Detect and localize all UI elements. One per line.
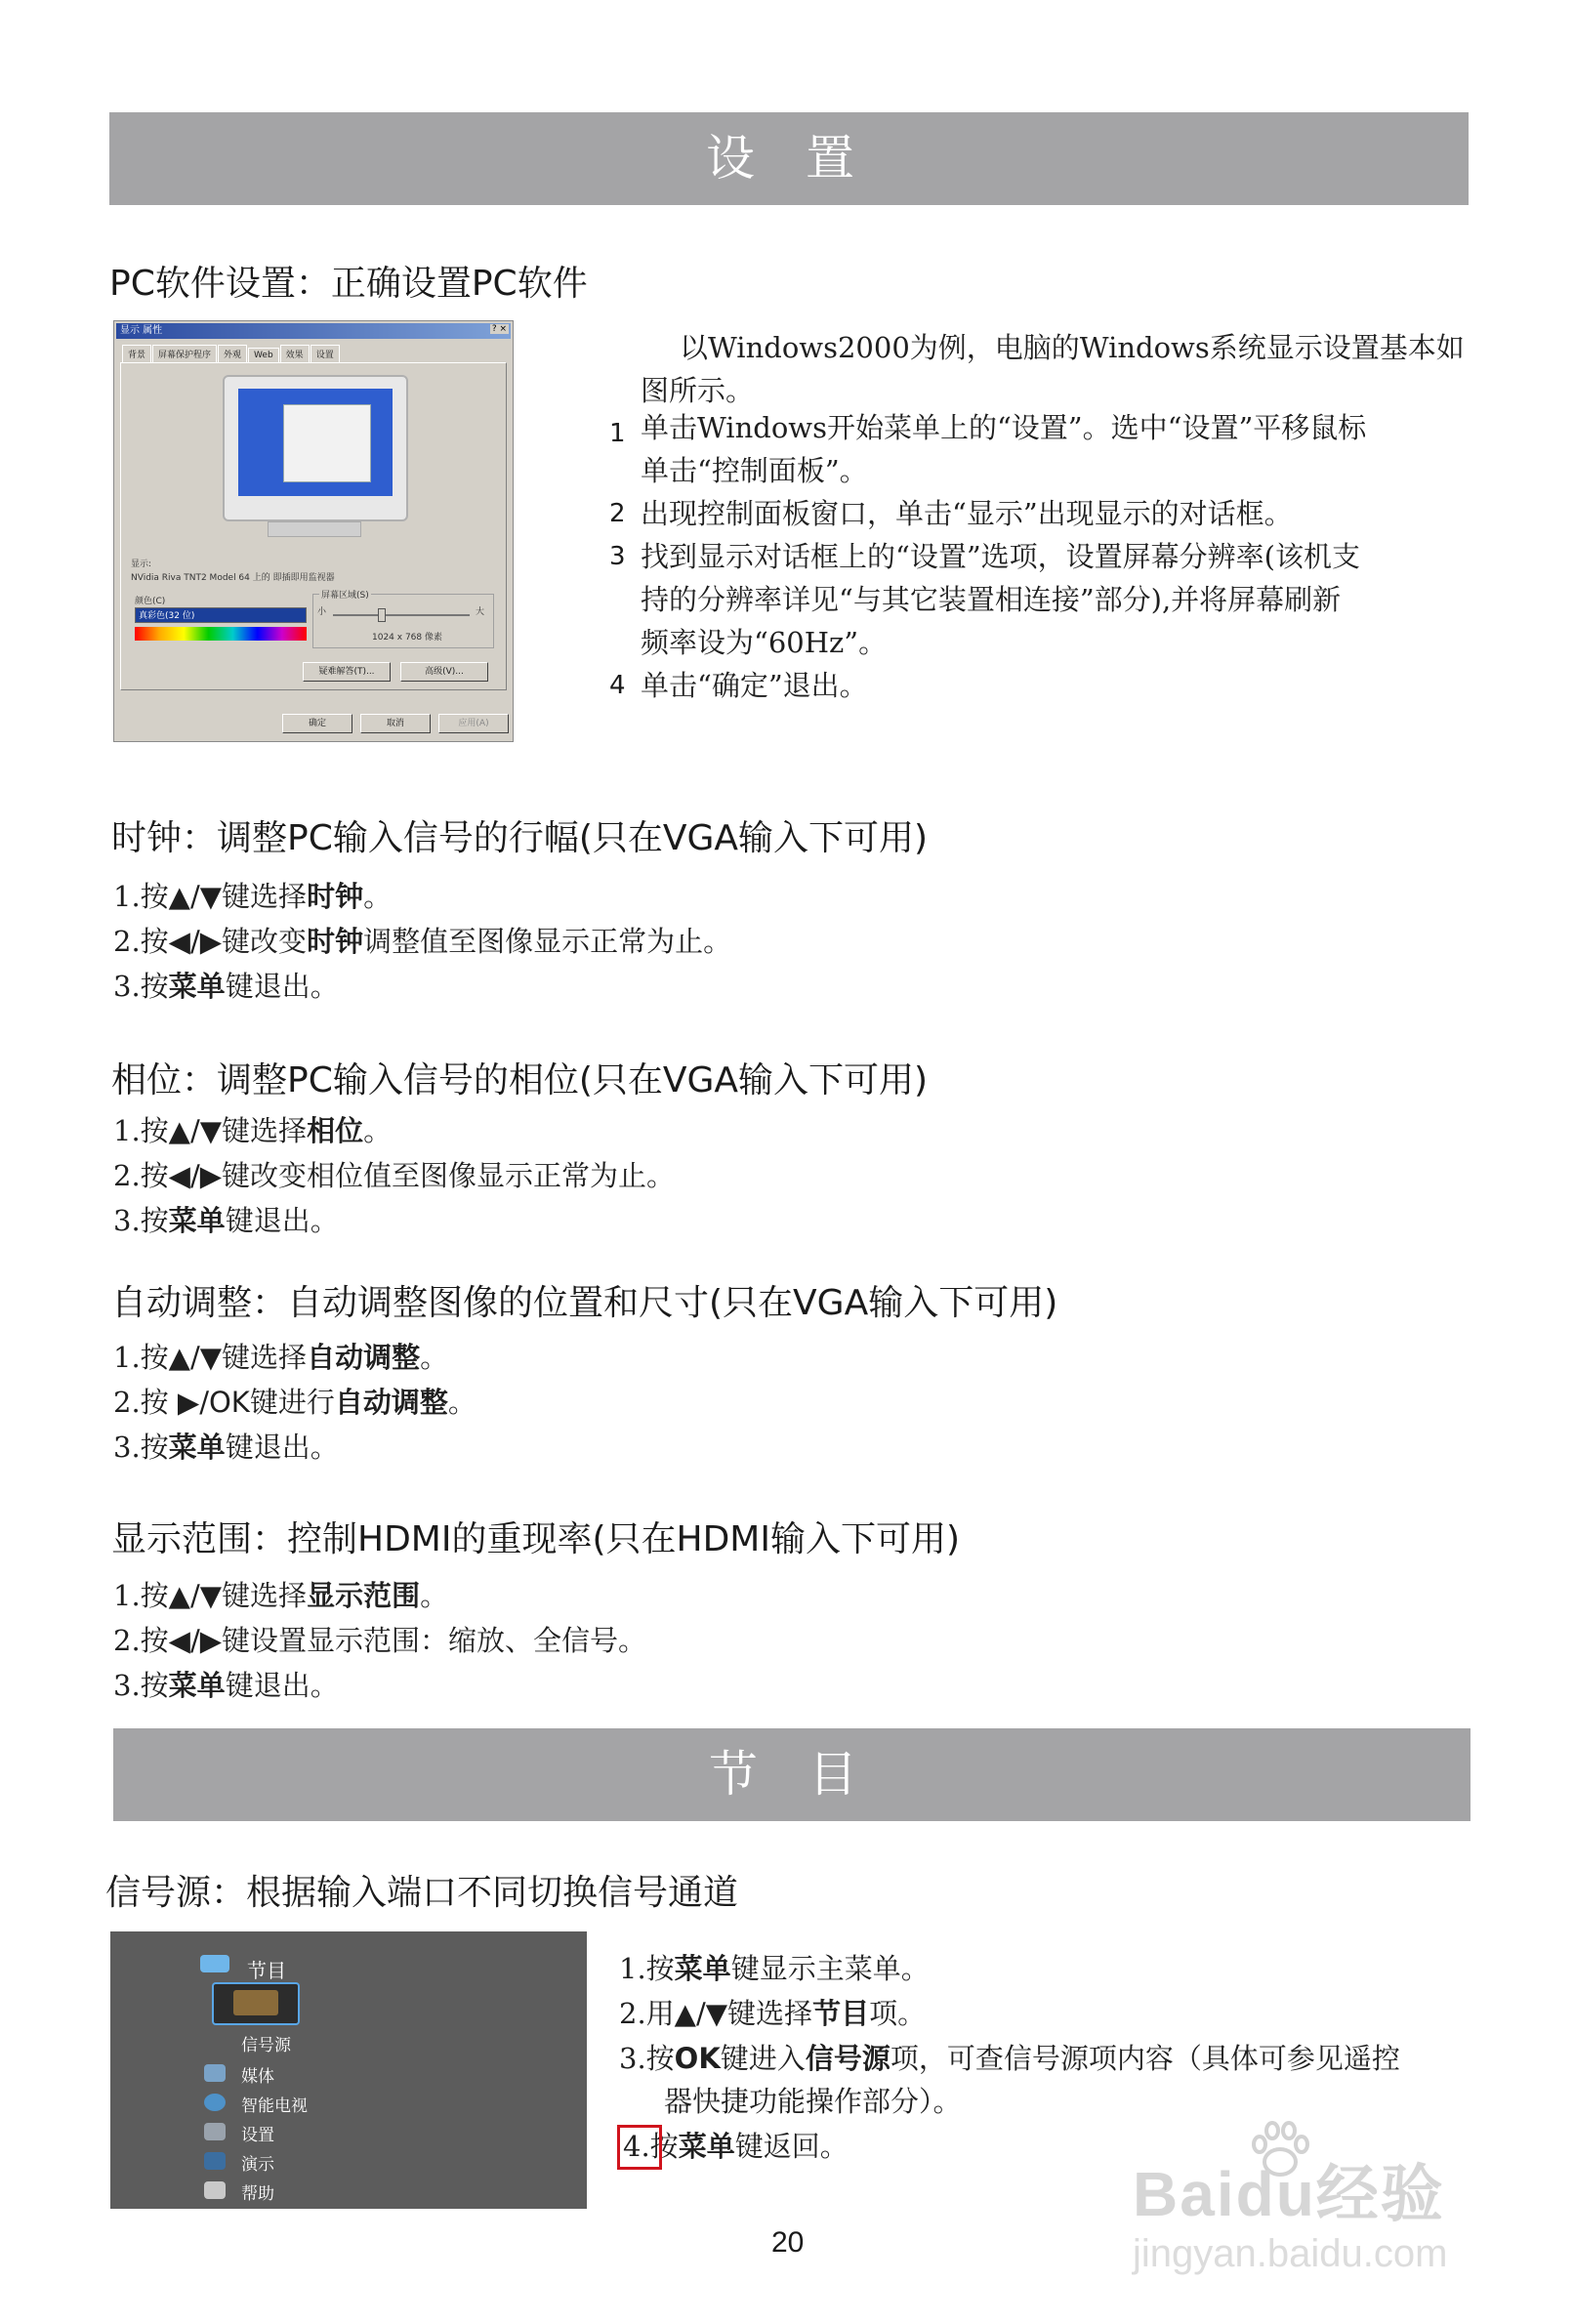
color-bar xyxy=(135,627,307,641)
smart-tv-icon xyxy=(204,2094,226,2111)
dialog-title: 显示 属性 xyxy=(116,323,511,339)
dialog-tab: 背景 xyxy=(122,345,151,362)
step-3-line2: 持的分辨率详见“与其它装置相连接”部分),并将屏幕刷新 xyxy=(641,583,1342,616)
step-number: 1 xyxy=(609,419,626,448)
media-icon xyxy=(204,2064,226,2082)
step-4-line1: 单击“确定”退出。 xyxy=(641,669,868,702)
menu-item-demo: 演示 xyxy=(241,2155,274,2175)
source-step-3-cont: 器快捷功能操作部分）。 xyxy=(664,2085,962,2118)
colors-combo xyxy=(135,607,307,623)
range-step-2: 2.按◀/▶键设置显示范围：缩放、全信号。 xyxy=(113,1624,647,1657)
section-banner-settings: 设 置 xyxy=(109,112,1469,205)
source-selected-icon xyxy=(212,1982,300,2025)
phase-step-1: 1.按▲/▼键选择相位。 xyxy=(113,1114,393,1147)
monitor-stand-icon xyxy=(268,521,361,537)
range-step-1: 1.按▲/▼键选择显示范围。 xyxy=(113,1579,449,1612)
display-label: 显示: xyxy=(131,560,152,569)
windows-display-dialog xyxy=(113,320,514,742)
source-step-1: 1.按菜单键显示主菜单。 xyxy=(619,1952,930,1985)
watermark-brand: Baidu经验 xyxy=(1133,2159,1445,2229)
dialog-tab: 屏幕保护程序 xyxy=(152,345,217,362)
menu-item-smart-tv: 智能电视 xyxy=(241,2096,308,2116)
apply-button: 应用(A) xyxy=(438,714,509,733)
phase-heading: 相位：调整PC输入信号的相位(只在VGA输入下可用) xyxy=(111,1060,929,1100)
source-step-3: 3.按OK键进入信号源项，可查信号源项内容（具体可参见遥控 xyxy=(619,2042,1400,2075)
menu-item-media: 媒体 xyxy=(241,2067,274,2087)
cancel-button: 取消 xyxy=(360,714,431,733)
step-1-line1: 单击Windows开始菜单上的“设置”。选中“设置”平移鼠标 xyxy=(641,411,1367,444)
step-number: 3 xyxy=(609,542,626,571)
dialog-tab: 外观 xyxy=(218,345,247,362)
source-step-4: 4.按菜单键返回。 xyxy=(623,2130,849,2163)
auto-step-2: 2.按 ▶/OK键进行自动调整。 xyxy=(113,1386,476,1419)
area-label: 屏幕区域(S) xyxy=(319,588,371,601)
menu-item-settings: 设置 xyxy=(241,2126,274,2145)
area-large: 大 xyxy=(476,607,485,617)
display-value: NVidia Riva TNT2 Model 64 上的 即插即用监视器 xyxy=(131,573,335,583)
highlight-box xyxy=(617,2125,662,2170)
desktop-preview xyxy=(238,389,393,496)
menu-item-help: 帮助 xyxy=(241,2184,274,2204)
phase-step-2: 2.按◀/▶键改变相位值至图像显示正常为止。 xyxy=(113,1159,676,1192)
dialog-tab: Web xyxy=(248,348,279,362)
colors-value: 真彩色(32 位) xyxy=(139,611,195,621)
window-preview-icon xyxy=(283,404,371,482)
step-2-line1: 出现控制面板窗口，单击“显示”出现显示的对话框。 xyxy=(641,497,1293,530)
settings-icon xyxy=(204,2123,226,2140)
dialog-title-buttons: ? × xyxy=(491,324,507,334)
auto-heading: 自动调整：自动调整图像的位置和尺寸(只在VGA输入下可用) xyxy=(111,1283,1058,1323)
phase-step-3: 3.按菜单键退出。 xyxy=(113,1204,339,1237)
dialog-tab: 效果 xyxy=(280,345,310,362)
step-number: 2 xyxy=(609,499,626,528)
advanced-button: 高级(V)... xyxy=(400,662,488,682)
pc-heading: PC软件设置：正确设置PC软件 xyxy=(109,264,588,304)
area-slider-thumb xyxy=(378,608,386,622)
step-3-line3: 频率设为“60Hz”。 xyxy=(641,626,888,659)
demo-icon xyxy=(204,2152,226,2170)
source-step-2: 2.用▲/▼键选择节目项。 xyxy=(619,1997,927,2030)
source-thumbnail-icon xyxy=(233,1990,278,2015)
clock-heading: 时钟：调整PC输入信号的行幅(只在VGA输入下可用) xyxy=(111,818,929,858)
area-value: 1024 x 768 像素 xyxy=(372,633,442,643)
source-heading: 信号源：根据输入端口不同切换信号通道 xyxy=(105,1873,739,1913)
section-banner-program: 节 目 xyxy=(113,1728,1470,1821)
clock-step-2: 2.按◀/▶键改变时钟调整值至图像显示正常为止。 xyxy=(113,925,732,958)
menu-selected-label: 信号源 xyxy=(241,2036,291,2055)
dialog-panel xyxy=(120,362,507,690)
program-icon xyxy=(200,1955,229,1972)
step-1-line2: 单击“控制面板”。 xyxy=(641,454,868,487)
tv-main-menu xyxy=(110,1931,587,2209)
clock-step-1: 1.按▲/▼键选择时钟。 xyxy=(113,880,393,913)
page-number: 20 xyxy=(771,2226,805,2259)
screen-area-group xyxy=(312,591,494,648)
ok-button: 确定 xyxy=(282,714,352,733)
auto-step-1: 1.按▲/▼键选择自动调整。 xyxy=(113,1341,449,1374)
colors-label: 颜色(C) xyxy=(135,597,166,606)
watermark-url: jingyan.baidu.com xyxy=(1133,2232,1448,2275)
dialog-tabs xyxy=(122,345,505,362)
range-heading: 显示范围：控制HDMI的重现率(只在HDMI输入下可用) xyxy=(111,1519,961,1559)
clock-step-3: 3.按菜单键退出。 xyxy=(113,970,339,1003)
step-number: 4 xyxy=(609,671,626,700)
area-slider xyxy=(333,614,470,616)
help-icon xyxy=(204,2181,226,2199)
pc-intro-line2: 图所示。 xyxy=(641,374,755,407)
monitor-icon xyxy=(223,375,408,521)
auto-step-3: 3.按菜单键退出。 xyxy=(113,1431,339,1464)
range-step-3: 3.按菜单键退出。 xyxy=(113,1669,339,1702)
menu-header: 节目 xyxy=(247,1959,286,1982)
area-small: 小 xyxy=(317,607,327,617)
dialog-tab: 设置 xyxy=(311,345,340,362)
troubleshoot-button: 疑难解答(T)... xyxy=(303,662,391,682)
step-3-line1: 找到显示对话框上的“设置”选项，设置屏幕分辨率(该机支 xyxy=(641,540,1360,573)
pc-intro-line1: 以Windows2000为例，电脑的Windows系统显示设置基本如 xyxy=(680,331,1465,364)
